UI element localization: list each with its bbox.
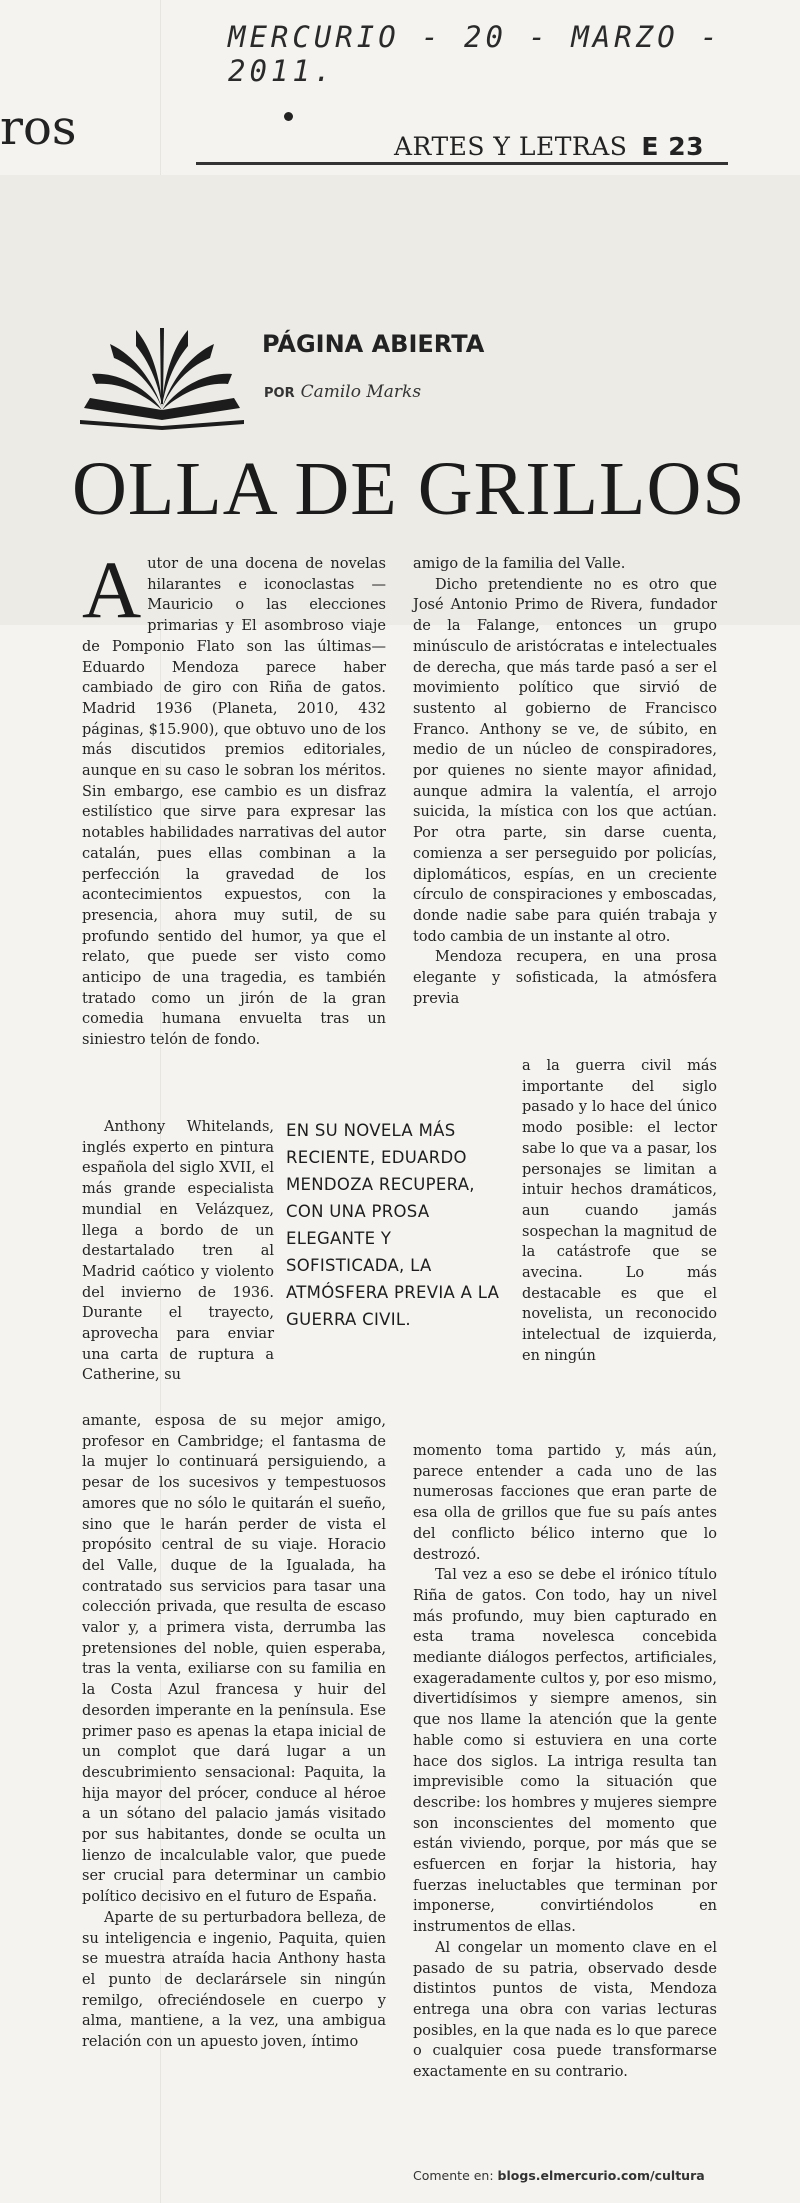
paragraph: amante, esposa de su mejor amigo, profesor en Cambridge; el fantasma de la mujer lo continuará persiguiendo, a pesar de los sucesivos y tempestuosos amores que no sólo le quitarán el sueño, sino que le harán perder de vista el propósito central de su viaje. Horacio del Valle, duque de la Igualada, ha contratado sus servicios para tasar una colección privada, que resulta de escaso valor y, a primera vista, derrumba las pretensiones del noble, quien esperaba, tras la venta, exiliarse con su familia en la Costa Azul francesa y huir del desorden imperante en la península. Ese primer paso es apenas la etapa inicial de un complot que dará lugar a un descubrimiento sensacional: Paquita, la hija mayor del prócer, conduce al héroe a un sótano del palacio jamás visitado por sus habitantes, donde se oculta un lienzo de incalculable valor, que puede ser crucial para determinar un cambio político decisivo en el futuro de España. (82, 1413, 386, 1906)
handwritten-date-note: MERCURIO - 20 - MARZO - 2011. (228, 20, 722, 88)
paragraph: momento toma partido y, más aún, parece entender a cada uno de las numerosas facciones que eran parte de esa olla de grillos que fue su país antes del conflicto bélico interno que lo destrozó. (413, 1443, 717, 1563)
bullet-dot (284, 112, 293, 121)
paragraph: Mendoza recupera, en una prosa elegante y sofisticada, la atmósfera previa (413, 949, 717, 1007)
section-title: ARTES Y LETRAS (394, 132, 628, 161)
page-header (394, 132, 704, 161)
paragraph: Tal vez a eso se debe el irónico título Riña de gatos. Con todo, hay un nivel más profundo, muy bien capturado en esta trama novelesca concebida mediante diálogos perfectos, artificiales, exageradamente cultos y, por eso mismo, divertidísimos y siempre amenos, sin que nos llame la atención que la gente hable como si estuviera en una corte hace dos siglos. La intriga resulta tan imprevisible como la situación que describe: los hombres y mujeres siempre son inconscientes del momento que están viviendo, porque, por más que se esfuercen en forjar la historia, hay fuerzas ineluctables que terminan por imponerse, convirtiéndolos en instrumentos de ellas. (413, 1567, 717, 1936)
header-rule (196, 162, 728, 165)
page-number: E 23 (641, 132, 704, 161)
paragraph: Aparte de su perturbadora belleza, de su inteligencia e ingenio, Paquita, quien se muestra atraída hacia Anthony hasta el punto de declarársele sin ningún remilgo, ofreciéndosele en cuerpo y alma, mantiene, a la vez, una ambigua relación con un apuesto joven, íntimo (82, 1909, 386, 2051)
article-column-left-bottom (82, 1411, 386, 2053)
drop-cap: A (82, 544, 142, 635)
article-column-left-narrow (82, 1117, 274, 1386)
article-column-right-top (413, 554, 717, 1009)
paragraph: Dicho pretendiente no es otro que José Antonio Primo de Rivera, fundador de la Falange, entonces un grupo minúsculo de aristócratas e intelectuales de derecha, que más tarde pasó a ser el movimiento político que sirvió de sustento al gobierno de Francisco Franco. Anthony se ve, de súbito, en medio de un núcleo de conspiradores, por quienes no siente mayor afinidad, aunque admira la valentía, el arrojo suicida, la mística con los que actúan. Por otra parte, sin darse cuenta, comienza a ser perseguido por policías, diplomáticos, espías, en un creciente círculo de conspiraciones y emboscadas, donde nadie sabe para quién trabaja y todo cambia de un instante al otro. (413, 576, 717, 945)
article-column-right-bottom (413, 1441, 717, 2083)
comment-footer (413, 2168, 705, 2183)
paragraph: Al congelar un momento clave en el pasado de su patria, observado desde distintos puntos de vista, Mendoza entrega una obra con varias lecturas posibles, en la que nada es lo que parece o cualquier cosa puede transformarse exactamente en su contrario. (413, 1939, 717, 2081)
section-name-fragment: ros (0, 100, 77, 156)
paragraph: utor de una docena de novelas hilarantes e iconoclastas —Mauricio o las elecciones primarias y El asombroso viaje de Pomponio Flato son las últimas— Eduardo Mendoza parece haber cambiado de giro con Riña de gatos. Madrid 1936 (Planeta, 2010, 432 páginas, $15.900), que obtuvo uno de los más discutidos premios editoriales, aunque en su caso le sobran los méritos. Sin embargo, ese cambio es un disfraz estilístico que sirve para expresar las notables habilidades narrativas del autor catalán, pues ellas combinan a la perfección la gravedad de los acontecimientos expuestos, con la presencia, ahora muy sutil, de su profundo sentido del humor, ya que el relato, que puede ser visto como anticipo de una tragedia, es también tratado como un jirón de la gran comedia humana envuelta tras un siniestro telón de fondo. (82, 556, 386, 1049)
blog-link[interactable]: blogs.elmercurio.com/cultura (497, 2168, 705, 2183)
paragraph: amigo de la familia del Valle. (413, 556, 626, 572)
paragraph: Anthony Whitelands, inglés experto en pintura española del siglo XVII, el más grande especialista mundial en Velázquez, llega a bordo de un destartalado tren al Madrid caótico y violento del invierno de 1936. Durante el trayecto, aprovecha para enviar una carta de ruptura a Catherine, su (82, 1119, 274, 1384)
article-column-left-top (82, 544, 386, 1051)
footer-label: Comente en: (413, 2168, 494, 2183)
article-column-right-narrow (522, 1056, 717, 1367)
pull-quote: EN SU NOVELA MÁS RECIENTE, EDUARDO MENDOZA RECUPERA, CON UNA PROSA ELEGANTE Y SOFISTICADA, LA ATMÓSFERA PREVIA A LA GUERRA CIVIL. (286, 1121, 500, 1329)
byline (264, 382, 421, 402)
open-book-icon (74, 324, 250, 432)
author-name: Camilo Marks (300, 382, 422, 402)
article-title: OLLA DE GRILLOS (72, 447, 746, 531)
paragraph: a la guerra civil más importante del siglo pasado y lo hace del único modo posible: el lector sabe lo que va a pasar, los personajes se limitan a intuir hechos dramáticos, aun cuando jamás sospechan la magnitud de la catástrofe que se avecina. Lo más destacable es que el novelista, un reconocido intelectual de izquierda, en ningún (522, 1058, 717, 1364)
section-kicker: PÁGINA ABIERTA (262, 330, 485, 358)
byline-por: POR (264, 386, 295, 401)
